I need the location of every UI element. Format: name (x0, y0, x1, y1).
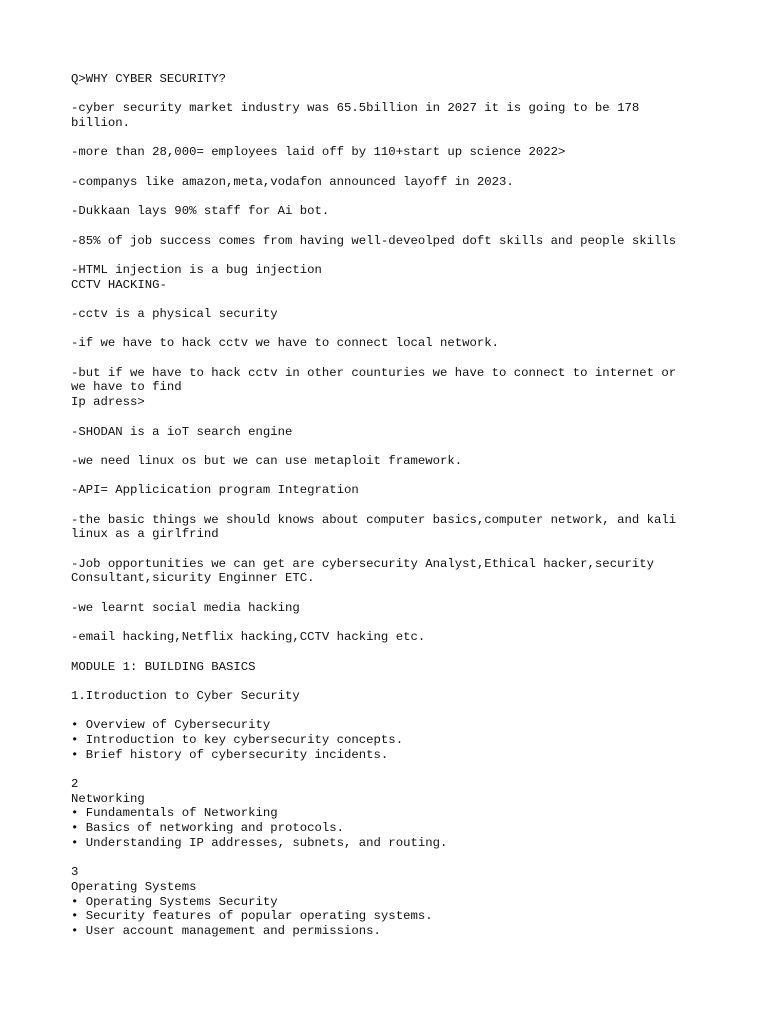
text-line: -SHODAN is a ioT search engine (71, 424, 293, 439)
text-line: linux as a girlfrind (71, 527, 219, 542)
blank-line (71, 131, 701, 146)
blank-line (71, 762, 701, 777)
blank-line (71, 190, 701, 205)
text-line: Operating Systems (71, 879, 197, 894)
text-line: Consultant,sicurity Enginner ETC. (71, 571, 315, 586)
text-line: 2 (71, 777, 79, 791)
blank-line (71, 439, 701, 454)
text-line: MODULE 1: BUILDING BASICS (71, 659, 256, 674)
text-line: -if we have to hack cctv we have to connect local network. (71, 336, 500, 351)
blank-line (71, 410, 701, 425)
text-line: -API= Applicication program Integration (71, 483, 359, 498)
blank-line (71, 498, 701, 513)
text-line: • Operating Systems Security (71, 894, 278, 909)
blank-line (71, 87, 701, 102)
blank-line (71, 248, 701, 263)
text-line: billion. (71, 116, 131, 131)
text-line: -we need linux os but we can use metaploit framework. (71, 453, 463, 468)
text-line: -HTML injection is a bug injection (71, 262, 322, 277)
text-line: -but if we have to hack cctv in other counturies we have to connect to internet or (71, 365, 677, 380)
blank-line (71, 219, 701, 234)
text-line: • Brief history of cybersecurity incidents. (71, 747, 389, 762)
text-line: • Security features of popular operating systems. (71, 909, 433, 924)
text-line: • Overview of Cybersecurity (71, 718, 271, 733)
text-line: -companys like amazon,meta,vodafon announced layoff in 2023. (71, 174, 514, 189)
text-line: • Understanding IP addresses, subnets, and routing. (71, 835, 448, 850)
text-line: -the basic things we should knows about computer basics,computer network, and kali (71, 512, 677, 527)
blank-line (71, 322, 701, 337)
blank-line (71, 645, 701, 660)
text-line: -we learnt social media hacking (71, 600, 300, 615)
text-line: CCTV HACKING- (71, 277, 167, 292)
text-line: -more than 28,000= employees laid off by 110+start up science 2022> (71, 145, 566, 160)
text-line: -Job opportunities we can get are cybersecurity Analyst,Ethical hacker,security (71, 556, 654, 571)
text-line: • Fundamentals of Networking (71, 806, 278, 821)
blank-line (71, 704, 701, 719)
blank-line (71, 160, 701, 175)
text-line: -cctv is a physical security (71, 307, 278, 321)
text-line: -85% of job success comes from having well-deveolped doft skills and people skills (71, 233, 677, 248)
text-line: Q>WHY CYBER SECURITY? (71, 72, 226, 86)
document-page (71, 72, 701, 939)
blank-line (71, 674, 701, 689)
text-line: • Basics of networking and protocols. (71, 821, 345, 836)
text-line: we have to find (71, 380, 182, 395)
text-line: -cyber security market industry was 65.5billion in 2027 it is going to be 178 (71, 101, 640, 116)
blank-line (71, 586, 701, 601)
text-line: -Dukkaan lays 90% staff for Ai bot. (71, 204, 330, 219)
blank-line (71, 292, 701, 307)
blank-line (71, 542, 701, 557)
blank-line (71, 615, 701, 630)
blank-line (71, 469, 701, 484)
text-line: Ip adress> (71, 395, 145, 410)
text-line: 3 (71, 865, 79, 880)
text-line: -email hacking,Netflix hacking,CCTV hacking etc. (71, 630, 426, 645)
text-line: • Introduction to key cybersecurity concepts. (71, 732, 404, 747)
text-line: 1.Itroduction to Cyber Security (71, 688, 300, 703)
blank-line (71, 850, 701, 865)
blank-line (71, 351, 701, 366)
text-line: Networking (71, 791, 145, 806)
text-line: • User account management and permissions. (71, 923, 381, 938)
